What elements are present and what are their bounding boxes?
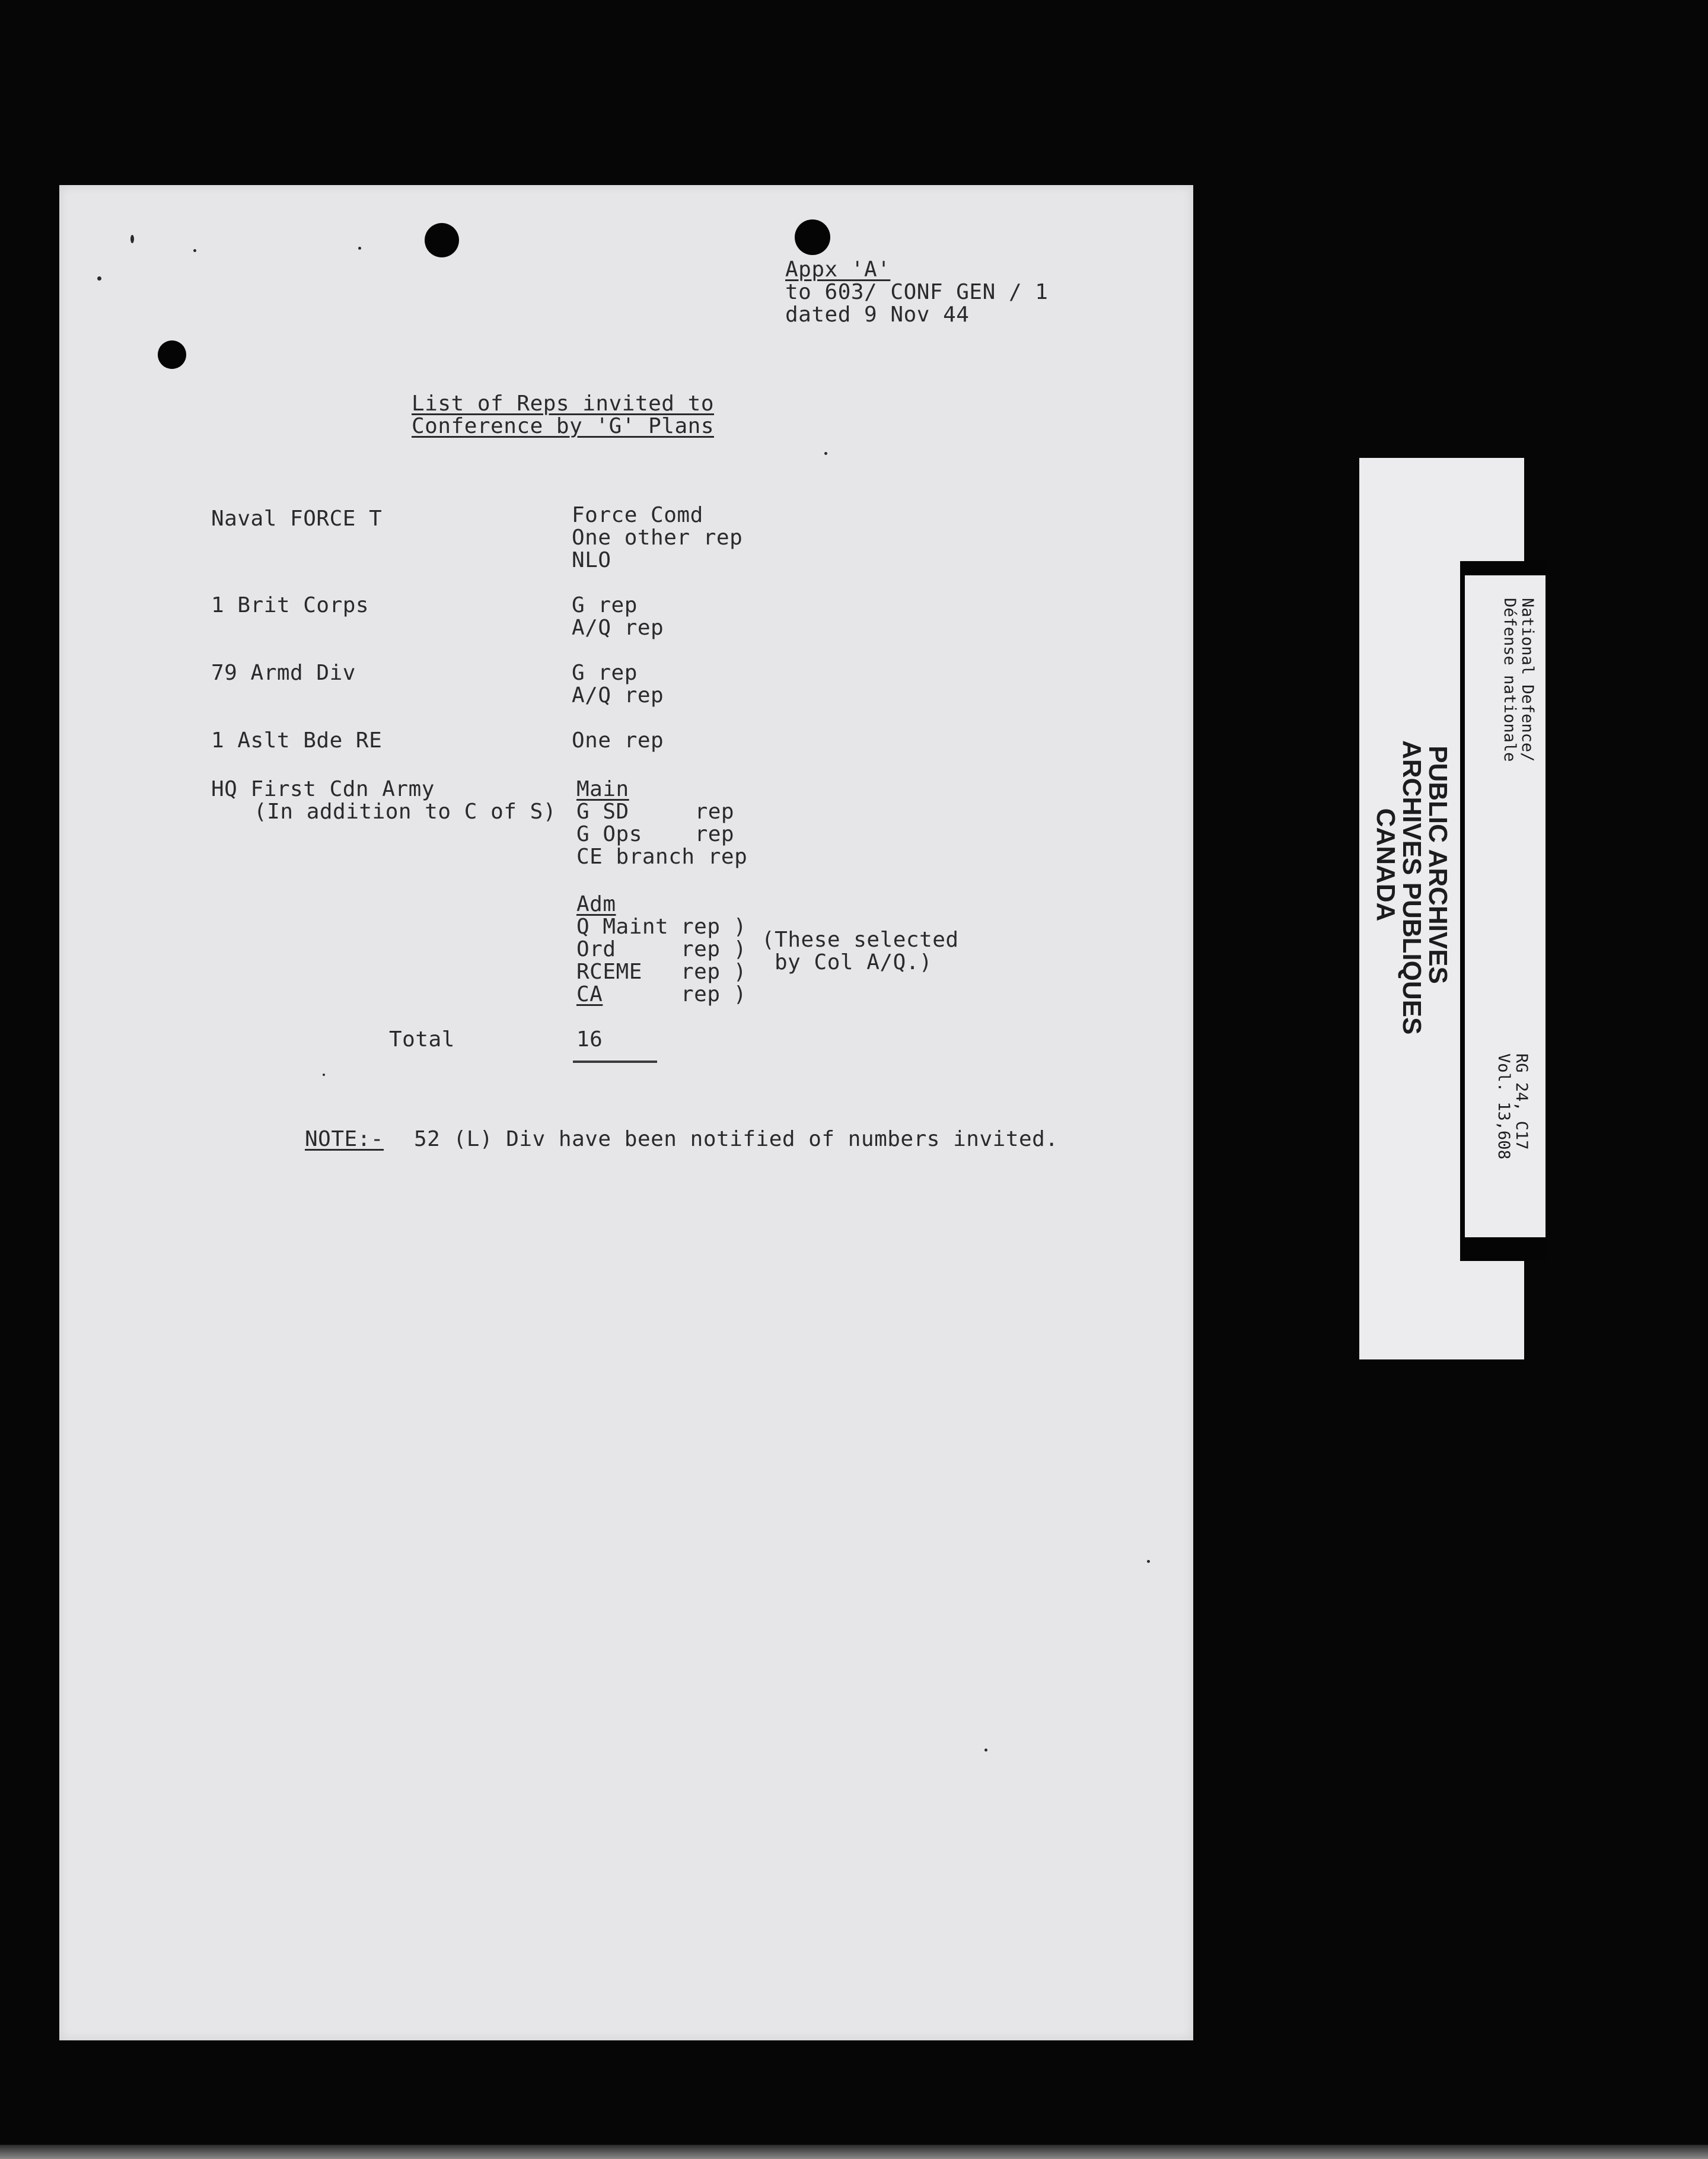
adm-selection-note: (These selected bbox=[761, 928, 959, 952]
speck bbox=[984, 1749, 987, 1752]
unit-1-brit-corps: 1 Brit Corps bbox=[211, 593, 369, 617]
adm-item-rep: rep ) bbox=[681, 960, 747, 984]
archive-name-line-3: CANADA bbox=[1371, 808, 1400, 922]
speck bbox=[193, 249, 196, 252]
speck bbox=[130, 235, 134, 243]
appendix-label: Appx 'A' bbox=[785, 257, 891, 282]
record-group-line: RG 24, C17 bbox=[1512, 1053, 1531, 1150]
punch-hole-1 bbox=[425, 223, 459, 257]
record-reference-block bbox=[1494, 1053, 1530, 1196]
speck bbox=[323, 1074, 325, 1076]
rep-item: One rep bbox=[572, 728, 664, 753]
department-line-1: National Defence/ bbox=[1518, 598, 1537, 762]
total-value: 16 bbox=[576, 1027, 603, 1052]
adm-item-name: Q Maint bbox=[576, 915, 669, 939]
rep-item: One other rep bbox=[572, 526, 743, 550]
unit-hq-first-cdn-army: HQ First Cdn Army bbox=[211, 777, 435, 801]
adm-item-name: Ord bbox=[576, 937, 616, 961]
file-reference: to 603/ CONF GEN / 1 bbox=[785, 280, 1049, 304]
adm-item-name: RCEME bbox=[576, 960, 642, 984]
adm-selection-note: by Col A/Q.) bbox=[775, 950, 933, 975]
rep-item: G rep bbox=[572, 661, 638, 685]
unit-naval-force-t: Naval FORCE T bbox=[211, 507, 383, 531]
rep-item: G rep bbox=[572, 593, 638, 617]
speck bbox=[97, 276, 101, 281]
unit-hq-note: (In addition to C of S) bbox=[254, 800, 556, 824]
document-page bbox=[59, 185, 1193, 2040]
unit-79-armd-div: 79 Armd Div bbox=[211, 661, 356, 685]
unit-1-aslt-bde-re: 1 Aslt Bde RE bbox=[211, 728, 383, 753]
adm-item-rep: rep ) bbox=[681, 915, 747, 939]
adm-item-rep: rep ) bbox=[681, 937, 747, 961]
punch-hole-3 bbox=[158, 340, 186, 369]
archive-name-line-2: ARCHIVES PUBLIQUES bbox=[1397, 740, 1426, 1035]
film-edge bbox=[0, 2145, 1708, 2159]
adm-item-rep: rep ) bbox=[681, 982, 747, 1007]
rep-item: Force Comd bbox=[572, 503, 703, 527]
archive-name-block bbox=[1371, 740, 1452, 1035]
volume-line: Vol. 13,608 bbox=[1494, 1053, 1513, 1160]
speck bbox=[358, 247, 361, 250]
rep-item: G SD rep bbox=[576, 800, 735, 824]
title-line-2: Conference by 'G' Plans bbox=[412, 414, 714, 438]
adm-heading: Adm bbox=[576, 892, 616, 916]
department-line-2: Défense nationale bbox=[1500, 598, 1519, 762]
rep-item: A/Q rep bbox=[572, 683, 664, 708]
title-line-1: List of Reps invited to bbox=[412, 391, 714, 416]
total-label: Total bbox=[389, 1027, 455, 1052]
adm-item-name: CA bbox=[576, 982, 603, 1007]
total-rule bbox=[573, 1061, 657, 1063]
archive-name-line-1: PUBLIC ARCHIVES bbox=[1423, 746, 1452, 984]
rep-item: CE branch rep bbox=[576, 845, 748, 869]
department-block bbox=[1500, 598, 1536, 800]
note-label: NOTE:- bbox=[305, 1127, 384, 1151]
rep-item: G Ops rep bbox=[576, 822, 735, 846]
rep-item: A/Q rep bbox=[572, 616, 664, 640]
main-heading: Main bbox=[576, 777, 629, 801]
punch-hole-2 bbox=[795, 219, 830, 255]
note-text: 52 (L) Div have been notified of numbers invited. bbox=[414, 1127, 1059, 1151]
speck bbox=[1147, 1560, 1150, 1563]
speck bbox=[824, 452, 827, 455]
document-date: dated 9 Nov 44 bbox=[785, 302, 970, 327]
rep-item: NLO bbox=[572, 548, 611, 572]
